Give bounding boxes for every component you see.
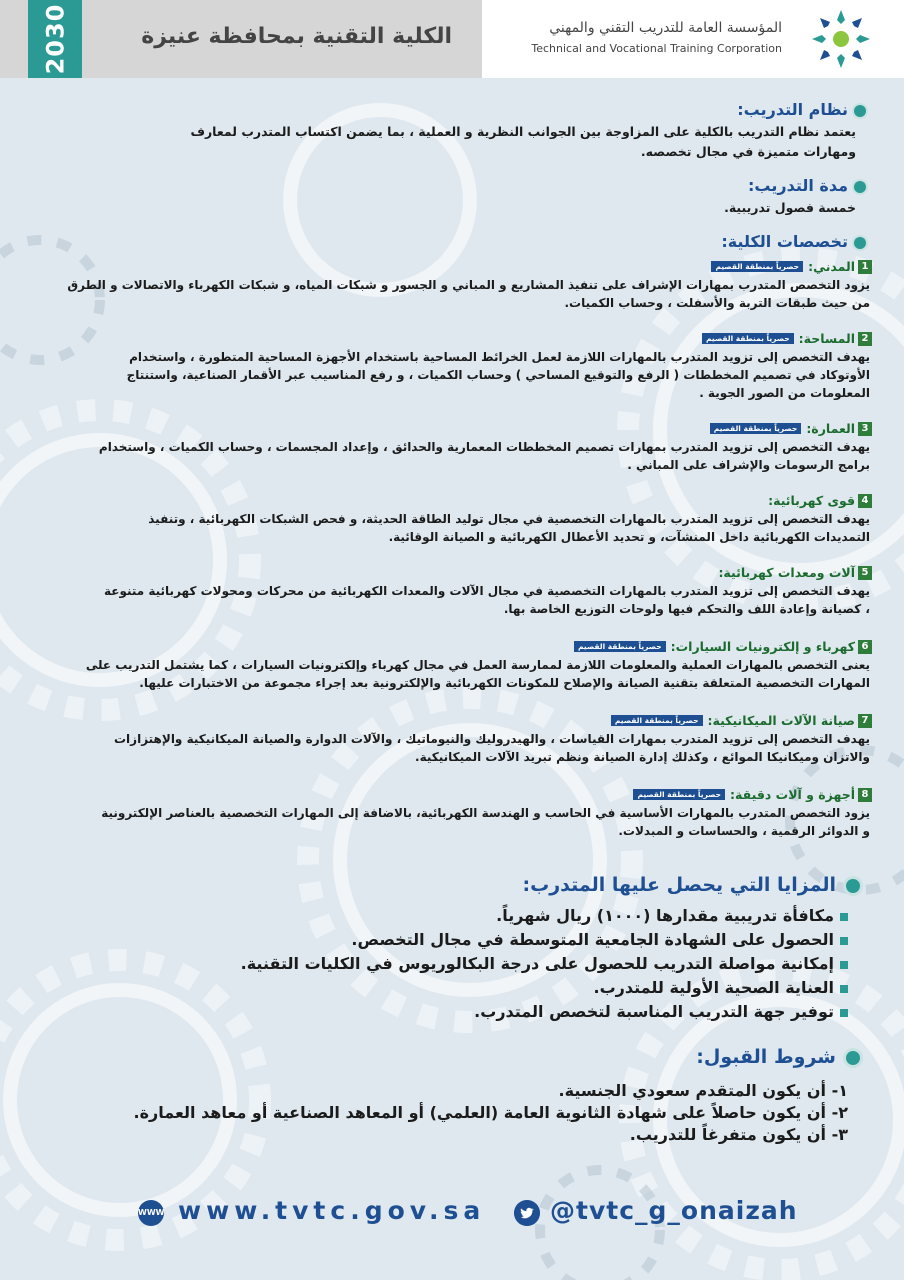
- training-system-text-2: ومهارات متميزة في مجال تخصصه.: [640, 144, 856, 159]
- bullet-dot-icon: [846, 1051, 860, 1065]
- twitter-icon: [514, 1200, 540, 1226]
- list-item: الحصول على الشهادة الجامعية المتوسطة في مجال التخصص.: [48, 928, 848, 952]
- specialty-number: 3: [858, 422, 872, 436]
- list-item: توفير جهة التدريب المناسبة لتخصص المتدرب.: [48, 1000, 848, 1024]
- specialty-number: 6: [858, 640, 872, 654]
- specialty-number: 7: [858, 714, 872, 728]
- specialty-electrical-machines: [32, 562, 872, 618]
- exclusive-badge: حصرياً بمنطقة القصيم: [574, 641, 666, 652]
- bullet-dot-icon: [854, 105, 866, 117]
- list-item: ٣- أن يكون متفرغاً للتدريب.: [629, 1125, 848, 1144]
- org-name-arabic: المؤسسة العامة للتدريب التقني والمهني: [549, 20, 782, 36]
- specialty-desc-line: من حيث طبقات التربة والأسفلت ، وحساب الكميات.: [564, 296, 870, 310]
- specialty-desc-line: يهدف التخصص إلى تزويد المتدرب بالمهارات التخصصية في مجال توليد الطاقة الحديثة، و فحص الشبكات الكهربائية ، وتنفيذ: [148, 512, 870, 526]
- specialty-mechanical-maintenance: [32, 710, 872, 766]
- specialty-architecture: [32, 418, 872, 474]
- conditions-list: [134, 1080, 849, 1146]
- specialties-title: تخصصات الكلية:: [721, 232, 848, 251]
- specialty-desc-line: يهدف التخصص إلى تزويد المتدرب بمهارات القياسات ، والهيدروليك والنيوماتيك ، والآلات الدوارة والصيانة الميكانيكية والإهتزازات: [114, 732, 870, 746]
- bullet-dot-icon: [854, 181, 866, 193]
- specialty-electrical-power: [32, 490, 872, 546]
- specialty-name: العمارة:: [806, 421, 855, 436]
- benefits-list: [48, 904, 848, 1024]
- specialty-name: المساحة:: [798, 331, 855, 346]
- specialty-desc-line: يهدف التخصص إلى تزويد المتدرب بالمهارات التخصصية في مجال الآلات والمعدات الكهربائية من محركات ومحولات كهربائية متنوعة: [103, 584, 870, 598]
- specialty-desc-line: يزود التخصص المتدرب بمهارات الإشراف على تنفيذ المشاريع و المباني و الجسور و شبكات المياه، و شبكات الكهرباء والاتصالات و الطرق: [67, 278, 870, 292]
- specialty-surveying: [32, 328, 872, 402]
- specialty-desc-line: برامج الرسومات والإشراف على المباني .: [627, 458, 870, 472]
- square-bullet-icon: [840, 1009, 848, 1017]
- specialty-number: 8: [858, 788, 872, 802]
- specialty-name: كهرباء و إلكترونيات السيارات:: [670, 639, 855, 654]
- conditions-section: [696, 1046, 860, 1068]
- exclusive-badge: حصرياً بمنطقة القصيم: [710, 423, 802, 434]
- specialty-desc-line: والاتزان وميكانيكا الموائع ، وكذلك إدارة الصيانة ونظم تبريد الآلات الميكانيكية.: [415, 750, 870, 764]
- bullet-dot-icon: [846, 879, 860, 893]
- specialty-name: آلات ومعدات كهربائية:: [718, 565, 855, 580]
- vision-2030-logo: 2030: [28, 0, 82, 78]
- org-name-english: Technical and Vocational Training Corporation: [531, 42, 782, 55]
- list-item: العناية الصحية الأولية للمتدرب.: [48, 976, 848, 1000]
- duration-title: مدة التدريب:: [748, 176, 848, 195]
- specialty-desc-line: يزود التخصص المتدرب بالمهارات الأساسية في الحاسب و الهندسة الكهربائية، بالاضافة إلى المهارات التخصصية بالعناصر الإلكترونية: [101, 806, 870, 820]
- specialty-number: 4: [858, 494, 872, 508]
- bullet-dot-icon: [854, 237, 866, 249]
- specialty-desc-line: المهارات التخصصية المتعلقة بتقنية الصيانة والإصلاح للمكونات الكهربائية والإلكترونية بعد إجراء مجموعة من الاختبارات عليها.: [139, 676, 870, 690]
- specialty-desc-line: ، كصيانة وإعادة اللف والتحكم فيها ولوحات التوزيع الخاصة بها.: [503, 602, 870, 616]
- exclusive-badge: حصرياً بمنطقة القصيم: [611, 715, 703, 726]
- square-bullet-icon: [840, 913, 848, 921]
- specialty-number: 2: [858, 332, 872, 346]
- duration-text: خمسة فصول تدريبية.: [724, 200, 856, 215]
- specialty-number: 1: [858, 260, 872, 274]
- square-bullet-icon: [840, 961, 848, 969]
- specialty-civil: [32, 256, 872, 312]
- specialty-desc-line: و الدوائر الرقمية ، والحساسات و المبدلات.: [618, 824, 870, 838]
- exclusive-badge: حصرياً بمنطقة القصيم: [711, 261, 803, 272]
- exclusive-badge: حصرياً بمنطقة القصيم: [633, 789, 725, 800]
- conditions-title: شروط القبول:: [696, 1046, 836, 1068]
- benefits-title: المزايا التي يحصل عليها المتدرب:: [522, 874, 836, 896]
- benefits-section: [523, 874, 861, 896]
- specialty-desc-line: يعنى التخصص بالمهارات العملية والمعلومات اللازمة لممارسة العمل في مجال كهرباء وإلكترونيات السيارات ، كما يشتمل التدريب على: [85, 658, 870, 672]
- specialty-auto-electronics: [32, 636, 872, 692]
- duration-section: [748, 176, 866, 195]
- training-system-text-1: يعتمد نظام التدريب بالكلية على المزاوجة بين الجوانب النظرية و العملية ، بما يضمن اكتساب المتدرب لمعارف: [190, 124, 856, 139]
- square-bullet-icon: [840, 985, 848, 993]
- college-title: الكلية التقنية بمحافظة عنيزة: [141, 24, 452, 49]
- specialty-desc-line: الأوتوكاد في تصميم المخططات ( الرفع والتوقيع المساحي ) وحساب الكميات ، و رفع المناسيب عبر الأقمار الصناعية، واستنتاج: [126, 368, 870, 382]
- specialty-name: صيانة الآلات الميكانيكية:: [707, 713, 855, 728]
- specialty-desc-line: يهدف التخصص إلى تزويد المتدرب بالمهارات اللازمة لعمل الخرائط المساحية باستخدام الأجهزة المساحية المتطورة ، واستخدام: [129, 350, 870, 364]
- list-item: ١- أن يكون المتقدم سعودي الجنسية.: [558, 1081, 848, 1100]
- list-item: مكافأة تدريبية مقدارها (١٠٠٠) ريال شهرياً.: [48, 904, 848, 928]
- training-system-title: نظام التدريب:: [737, 100, 848, 119]
- specialty-desc-line: يهدف التخصص إلى تزويد المتدرب بمهارات تصميم المخططات المعمارية والحدائق ، وإعداد المجسمات ، وحساب الكميات ، واستخدام: [98, 440, 870, 454]
- specialty-name: أجهزة و آلات دقيقة:: [730, 787, 855, 802]
- list-item: إمكانية مواصلة التدريب للحصول على درجة البكالوريوس في الكليات التقنية.: [48, 952, 848, 976]
- specialty-desc-line: التمديدات الكهربائية داخل المنشآت، و تحديد الأعطال الكهربائية و الصيانة الوقائية.: [388, 530, 870, 544]
- footer: [0, 1196, 904, 1230]
- specialties-section: [721, 232, 866, 251]
- specialty-name: المدني:: [808, 259, 855, 274]
- training-system-section: [737, 100, 866, 119]
- square-bullet-icon: [840, 937, 848, 945]
- website-link[interactable]: www.tvtc.gov.sa: [178, 1196, 486, 1225]
- list-item: ٢- أن يكون حاصلاً على شهادة الثانوية العامة (العلمي) أو المعاهد الصناعية أو معاهد العمارة.: [133, 1103, 848, 1122]
- specialty-number: 5: [858, 566, 872, 580]
- globe-icon: WWW: [138, 1200, 164, 1226]
- specialty-precision-instruments: [32, 784, 872, 840]
- exclusive-badge: حصرياً بمنطقة القصيم: [702, 333, 794, 344]
- twitter-handle-link[interactable]: @tvtc_g_onaizah: [550, 1196, 798, 1225]
- specialty-desc-line: المعلومات من الصور الجوية .: [699, 386, 870, 400]
- specialty-name: قوى كهربائية:: [768, 493, 855, 508]
